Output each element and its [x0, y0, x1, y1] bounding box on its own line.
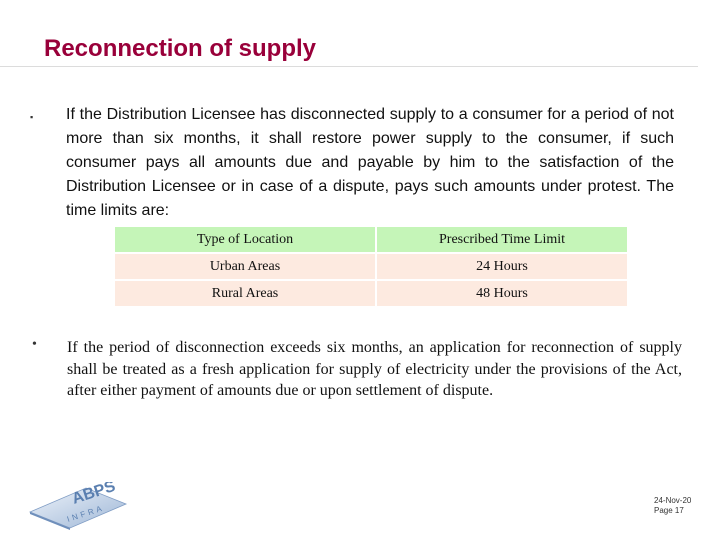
table-header-location: Type of Location	[115, 227, 375, 252]
title-divider	[0, 66, 698, 67]
slide-title: Reconnection of supply	[44, 35, 317, 62]
table-cell-location: Rural Areas	[115, 281, 375, 306]
table-row	[115, 281, 627, 306]
bullet-marker: ▪	[30, 112, 34, 122]
table-cell-location: Urban Areas	[115, 254, 375, 279]
logo-text: ABPS	[69, 482, 118, 508]
logo-graphic	[28, 482, 128, 530]
footer	[654, 496, 691, 516]
footer-page-number: Page 17	[654, 506, 684, 515]
table-cell-time-limit: 48 Hours	[377, 281, 627, 306]
table-header-time-limit: Prescribed Time Limit	[377, 227, 627, 252]
time-limits-table	[113, 225, 629, 308]
body-paragraph-2: If the period of disconnection exceeds six months, an application for reconnection of supply shall be treated as a fresh application for supply of electricity under the provisions of the Act, after either payment of amounts due or upon settlement of dispute.	[67, 339, 682, 399]
table-row	[115, 254, 627, 279]
bullet-marker: •	[32, 337, 37, 352]
footer-date: 24-Nov-20	[654, 496, 692, 505]
table-cell-time-limit: 24 Hours	[377, 254, 627, 279]
table-header-row	[115, 227, 627, 252]
logo-subtext: INFRA	[65, 503, 106, 524]
body-paragraph-1: If the Distribution Licensee has disconnected supply to a consumer for a period of not more than six months, it shall restore power supply to the consumer, if such consumer pays all amounts due and payable by him to the satisfaction of the Distribution Licensee or in case of a dispute, pays such amounts under protest. The time limits are:	[66, 106, 674, 219]
abps-logo	[28, 482, 128, 530]
